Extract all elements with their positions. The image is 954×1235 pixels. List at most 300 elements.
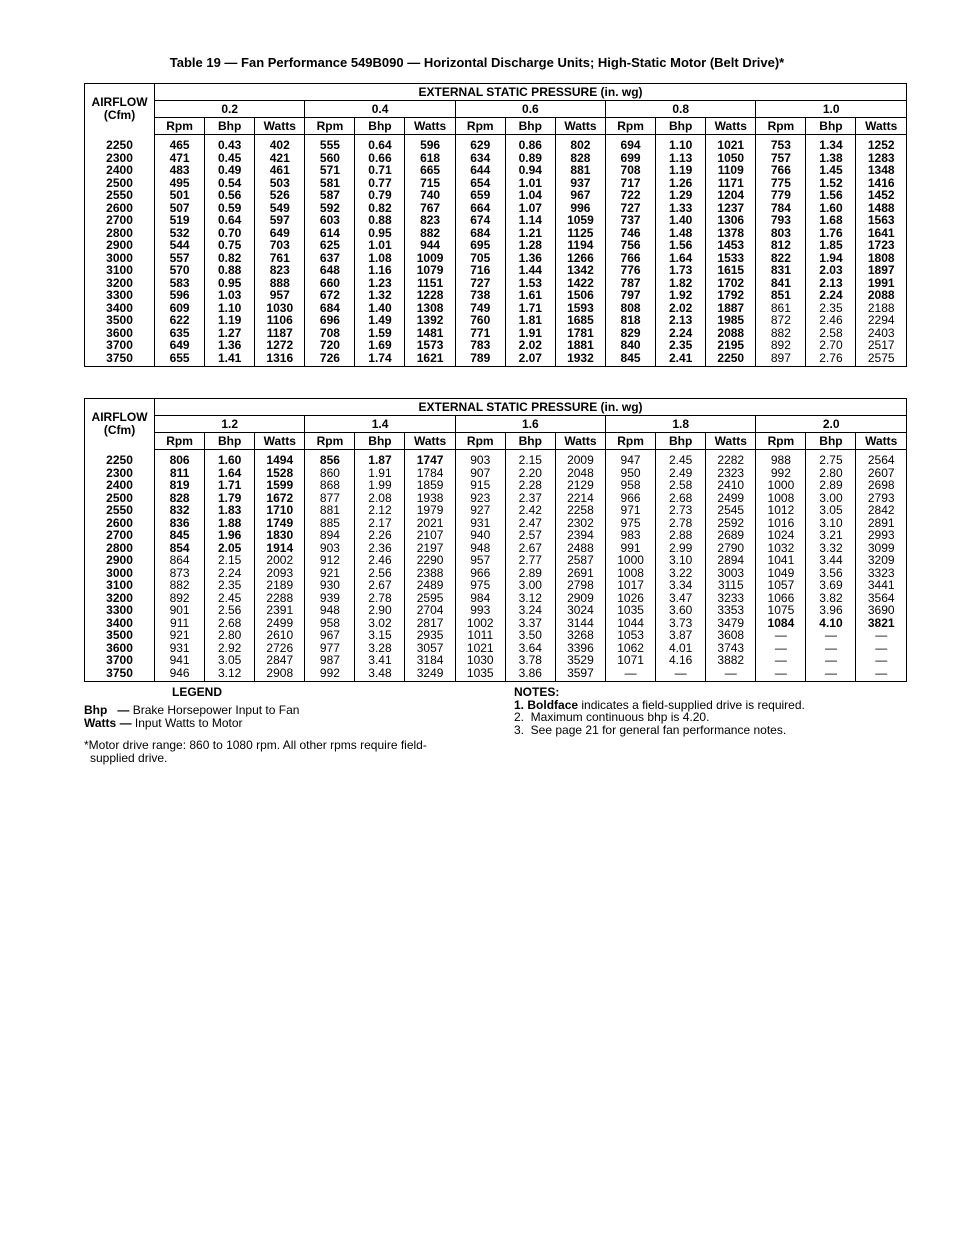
table-cell: 684: [455, 227, 505, 240]
table-cell: 622: [155, 314, 205, 327]
table-cell: 655: [155, 352, 205, 367]
column-header-rpm: Rpm: [756, 118, 806, 135]
table-row: [85, 479, 907, 492]
table-cell: 944: [405, 239, 455, 252]
table-cell: 771: [455, 327, 505, 340]
table-cell: 1.10: [205, 302, 255, 315]
table-cell: 1.91: [355, 467, 405, 480]
table-cell: 1016: [756, 517, 806, 530]
table-cell: 649: [255, 227, 305, 240]
table-cell: 3.00: [806, 492, 856, 505]
table-cell: 1.45: [806, 164, 856, 177]
table-cell: 3441: [867, 578, 895, 592]
table-cell: 1.85: [806, 239, 856, 252]
table-cell: 1.48: [656, 227, 706, 240]
table-cell: 2908: [255, 667, 305, 682]
table-cell: 2.49: [656, 467, 706, 480]
table-cell: 3.87: [656, 629, 706, 642]
column-header-rpm: Rpm: [455, 433, 505, 450]
table-cell: 1621: [405, 352, 455, 367]
table-cell: 2.15: [205, 554, 255, 567]
table-cell: 3184: [405, 654, 455, 667]
table-cell: 2290: [405, 554, 455, 567]
table-cell: 831: [756, 264, 806, 277]
table-cell: 2704: [405, 604, 455, 617]
table-cell: 1109: [706, 164, 756, 177]
table-cell: 2.67: [505, 542, 555, 555]
airflow-cell: 3200: [85, 277, 155, 290]
column-header-watts: Watts: [405, 118, 455, 135]
table-cell: 975: [606, 517, 656, 530]
table-cell: 2.46: [806, 314, 856, 327]
table-cell: 720: [305, 339, 355, 352]
table-cell: 3353: [706, 604, 756, 617]
table-cell: 2575: [867, 350, 895, 365]
pressure-header: 0.8: [606, 101, 756, 118]
table-cell: 2.02: [656, 302, 706, 315]
table-cell: 1035: [606, 604, 656, 617]
table-row: [85, 214, 907, 227]
table-row: [85, 529, 907, 542]
table-cell: 3690: [867, 603, 895, 617]
table-cell: 881: [555, 164, 605, 177]
table-cell: 1084: [756, 617, 806, 630]
table-cell: 738: [455, 289, 505, 302]
table-cell: 2499: [255, 617, 305, 630]
table-cell: 1.44: [505, 264, 555, 277]
table-cell: 3.28: [355, 642, 405, 655]
table-cell: 1017: [606, 579, 656, 592]
table-cell: 549: [255, 202, 305, 215]
table-row: [85, 554, 907, 567]
table-cell: 1.68: [806, 214, 856, 227]
table-cell: 471: [155, 152, 205, 165]
table-row: [85, 629, 907, 642]
table-cell: 2258: [555, 504, 605, 517]
pressure-header: 0.6: [455, 101, 605, 118]
pressure-header: 1.6: [455, 416, 605, 433]
table-cell: 1.23: [355, 277, 405, 290]
table-cell: 1062: [606, 642, 656, 655]
table-cell: 1041: [756, 554, 806, 567]
table-cell: 1.64: [656, 252, 706, 265]
table-cell: —: [606, 667, 656, 682]
table-cell: 583: [155, 277, 205, 290]
table-cell: 3268: [555, 629, 605, 642]
table-cell: 1615: [706, 264, 756, 277]
airflow-cell: 3300: [85, 604, 155, 617]
table-cell: 828: [555, 152, 605, 165]
table-cell: 3.69: [806, 579, 856, 592]
table-cell: 3.78: [505, 654, 555, 667]
table-cell: 2.58: [656, 479, 706, 492]
table-cell: 2009: [555, 450, 605, 467]
table-cell: 1059: [555, 214, 605, 227]
table-cell: 596: [405, 135, 455, 152]
table-cell: 3.60: [656, 604, 706, 617]
table-cell: 2282: [706, 450, 756, 467]
table-cell: 854: [155, 542, 205, 555]
table-cell: 992: [305, 667, 355, 682]
motor-drive-footnote: [84, 739, 477, 765]
table-cell: 1.01: [505, 177, 555, 190]
table-cell: 861: [756, 302, 806, 315]
table-cell: 503: [255, 177, 305, 190]
airflow-cell: 3000: [85, 252, 155, 265]
table-cell: 544: [155, 239, 205, 252]
table-cell: 1593: [555, 302, 605, 315]
table-cell: 699: [606, 152, 656, 165]
table-cell: 1049: [756, 567, 806, 580]
table-cell: 2250: [706, 352, 756, 367]
table-cell: 1021: [706, 135, 756, 152]
table-cell: 2691: [555, 567, 605, 580]
table-cell: 2.35: [806, 302, 856, 315]
table-cell: 1.16: [355, 264, 405, 277]
table-cell: 1.19: [205, 314, 255, 327]
table-cell: 1044: [606, 617, 656, 630]
table-cell: 1672: [255, 492, 305, 505]
table-row: [85, 339, 907, 352]
table-cell: 971: [606, 504, 656, 517]
table-cell: 2909: [555, 592, 605, 605]
table-cell: 2793: [867, 490, 895, 505]
table-cell: 1573: [405, 339, 455, 352]
table-cell: 495: [155, 177, 205, 190]
table-cell: 931: [455, 517, 505, 530]
table-cell: 625: [305, 239, 355, 252]
table-cell: 1.32: [355, 289, 405, 302]
table-cell: 966: [606, 492, 656, 505]
table-cell: 3479: [706, 617, 756, 630]
table-cell: 1859: [405, 479, 455, 492]
table-cell: 946: [155, 667, 205, 682]
table-cell: 2607: [867, 465, 895, 480]
table-cell: 1.19: [656, 164, 706, 177]
table-cell: 4.01: [656, 642, 706, 655]
table-cell: 2726: [255, 642, 305, 655]
airflow-cell: 2800: [85, 542, 155, 555]
table-cell: 1.21: [505, 227, 555, 240]
airflow-cell: 2500: [85, 492, 155, 505]
table-cell: 2294: [867, 313, 895, 327]
table-cell: 823: [255, 264, 305, 277]
table-cell: 1008: [756, 492, 806, 505]
fan-performance-table-low-pressure: [84, 83, 907, 367]
table-cell: 975: [455, 579, 505, 592]
table-cell: 571: [305, 164, 355, 177]
table-cell: 1.38: [806, 152, 856, 165]
table-cell: 0.86: [505, 135, 555, 152]
table-cell: 2.35: [656, 339, 706, 352]
table-cell: 793: [756, 214, 806, 227]
airflow-cell: 3750: [85, 667, 155, 682]
table-cell: 1.14: [505, 214, 555, 227]
table-cell: 0.59: [205, 202, 255, 215]
table-cell: 1283: [867, 150, 895, 165]
airflow-label: AIRFLOW: [91, 410, 148, 425]
table-cell: 603: [305, 214, 355, 227]
table-cell: 2021: [405, 517, 455, 530]
table-cell: 1.10: [656, 135, 706, 152]
table-cell: 2.35: [205, 579, 255, 592]
table-cell: 1.26: [656, 177, 706, 190]
table-cell: 3.47: [656, 592, 706, 605]
table-cell: 939: [305, 592, 355, 605]
table-cell: 1.04: [505, 189, 555, 202]
table-cell: 0.95: [355, 227, 405, 240]
table-cell: 3.05: [205, 654, 255, 667]
table-cell: 648: [305, 264, 355, 277]
table-cell: 1237: [706, 202, 756, 215]
table-cell: 930: [305, 579, 355, 592]
table-cell: 2189: [255, 579, 305, 592]
table-cell: 1702: [706, 277, 756, 290]
table-cell: 864: [155, 554, 205, 567]
pressure-header: 1.8: [606, 416, 756, 433]
table-cell: 1792: [706, 289, 756, 302]
table-cell: 614: [305, 227, 355, 240]
table-cell: 3.96: [806, 604, 856, 617]
column-header-rpm: Rpm: [606, 118, 656, 135]
airflow-cell: 2800: [85, 227, 155, 240]
table-cell: 3.10: [656, 554, 706, 567]
table-cell: 911: [155, 617, 205, 630]
table-row: [85, 135, 907, 152]
table-cell: 832: [155, 504, 205, 517]
table-cell: —: [875, 665, 888, 680]
table-cell: 856: [305, 450, 355, 467]
table-cell: 3.50: [505, 629, 555, 642]
pressure-header: 1.0: [822, 102, 840, 116]
table-row: [85, 450, 907, 467]
table-cell: 984: [455, 592, 505, 605]
airflow-cell: 2900: [85, 239, 155, 252]
pressure-header: 1.2: [155, 416, 305, 433]
table-cell: 2790: [706, 542, 756, 555]
table-cell: 1979: [405, 504, 455, 517]
table-cell: 664: [455, 202, 505, 215]
table-cell: 1453: [706, 239, 756, 252]
table-cell: 1.56: [656, 239, 706, 252]
table-row: [85, 289, 907, 302]
table-cell: 1808: [867, 250, 895, 265]
table-cell: 1.99: [355, 479, 405, 492]
table-cell: 674: [455, 214, 505, 227]
table-cell: 1747: [405, 450, 455, 467]
table-cell: 1528: [255, 467, 305, 480]
table-cell: 1.73: [656, 264, 706, 277]
table-cell: 1.94: [806, 252, 856, 265]
table-cell: 1.81: [505, 314, 555, 327]
table-cell: 950: [606, 467, 656, 480]
table-cell: 2.24: [205, 567, 255, 580]
table-cell: 2.08: [355, 492, 405, 505]
table-cell: 1.91: [505, 327, 555, 340]
table-cell: 921: [155, 629, 205, 642]
table-cell: 3529: [555, 654, 605, 667]
table-cell: 0.79: [355, 189, 405, 202]
table-cell: 2894: [706, 554, 756, 567]
table-cell: 797: [606, 289, 656, 302]
table-cell: 1.53: [505, 277, 555, 290]
table-cell: 988: [756, 450, 806, 467]
table-cell: 1.79: [205, 492, 255, 505]
table-cell: 1342: [555, 264, 605, 277]
table-cell: 958: [606, 479, 656, 492]
note-3: 3. See page 21 for general fan performance notes.: [514, 722, 787, 737]
table-cell: 717: [606, 177, 656, 190]
table-cell: 873: [155, 567, 205, 580]
table-cell: 1035: [455, 667, 505, 682]
table-cell: 903: [455, 450, 505, 467]
table-cell: 819: [155, 479, 205, 492]
table-cell: 783: [455, 339, 505, 352]
legend-dash: —: [117, 703, 130, 717]
table-cell: 557: [155, 252, 205, 265]
table-cell: 708: [606, 164, 656, 177]
table-cell: 1012: [756, 504, 806, 517]
table-cell: 2.99: [656, 542, 706, 555]
table-cell: 3882: [706, 654, 756, 667]
table-cell: 840: [606, 339, 656, 352]
airflow-cell: 2600: [85, 202, 155, 215]
table-cell: 3115: [706, 579, 756, 592]
airflow-cell: 2550: [85, 504, 155, 517]
pressure-header: 0.2: [155, 101, 305, 118]
table-cell: 1.49: [355, 314, 405, 327]
column-header-watts: Watts: [856, 118, 907, 135]
table-cell: 2.12: [355, 504, 405, 517]
table-cell: 507: [155, 202, 205, 215]
pressure-header: 1.4: [305, 416, 455, 433]
table-cell: 1030: [455, 654, 505, 667]
table-cell: 987: [305, 654, 355, 667]
airflow-cell: 2700: [85, 214, 155, 227]
table-cell: 1002: [455, 617, 505, 630]
table-cell: 2842: [867, 503, 895, 517]
table-cell: 993: [455, 604, 505, 617]
table-cell: 1053: [606, 629, 656, 642]
table-cell: —: [806, 667, 856, 682]
airflow-cell: 3600: [85, 327, 155, 340]
table-cell: 2564: [867, 453, 895, 467]
table-cell: 2.03: [806, 264, 856, 277]
table-cell: 1008: [606, 567, 656, 580]
table-cell: 767: [405, 202, 455, 215]
column-header-bhp: Bhp: [806, 433, 856, 450]
column-header-bhp: Bhp: [205, 118, 255, 135]
table-cell: 912: [305, 554, 355, 567]
table-cell: 789: [455, 352, 505, 367]
table-cell: 2.57: [505, 529, 555, 542]
table-cell: 659: [455, 189, 505, 202]
table-cell: 931: [155, 642, 205, 655]
table-cell: 2002: [255, 554, 305, 567]
airflow-cell: 2400: [85, 164, 155, 177]
table-cell: 3233: [706, 592, 756, 605]
column-header-watts: Watts: [856, 433, 907, 450]
table-cell: 784: [756, 202, 806, 215]
airflow-cell: 3500: [85, 314, 155, 327]
notes: [514, 686, 914, 736]
table-cell: 2107: [405, 529, 455, 542]
table-cell: 2.88: [656, 529, 706, 542]
table-cell: 2197: [405, 542, 455, 555]
table-cell: 1.40: [355, 302, 405, 315]
column-header-rpm: Rpm: [756, 433, 806, 450]
table-cell: 2.02: [505, 339, 555, 352]
table-cell: 2195: [706, 339, 756, 352]
table-cell: 708: [305, 327, 355, 340]
table-cell: 0.70: [205, 227, 255, 240]
table-cell: 654: [455, 177, 505, 190]
airflow-cell: 3100: [85, 264, 155, 277]
legend-item-watts: [84, 717, 484, 730]
table-cell: 1.60: [205, 450, 255, 467]
table-cell: —: [756, 629, 806, 642]
table-cell: 868: [305, 479, 355, 492]
legend-abbr: Bhp: [84, 703, 108, 717]
table-cell: 1308: [405, 302, 455, 315]
table-cell: 882: [756, 327, 806, 340]
table-cell: 592: [305, 202, 355, 215]
table-cell: 560: [305, 152, 355, 165]
table-cell: 0.54: [205, 177, 255, 190]
table-cell: 2.13: [806, 277, 856, 290]
table-cell: 957: [255, 289, 305, 302]
table-cell: 966: [455, 567, 505, 580]
table-cell: 2.92: [205, 642, 255, 655]
table-cell: 2.36: [355, 542, 405, 555]
table-cell: 1685: [555, 314, 605, 327]
column-header-rpm: Rpm: [155, 433, 205, 450]
table-cell: 1348: [867, 163, 895, 177]
table-cell: 1000: [606, 554, 656, 567]
table-cell: 1378: [706, 227, 756, 240]
table-cell: 1.28: [505, 239, 555, 252]
table-cell: 0.56: [205, 189, 255, 202]
legend-text: Brake Horsepower Input to Fan: [132, 703, 300, 717]
table-cell: 3.24: [505, 604, 555, 617]
table-cell: 894: [305, 529, 355, 542]
table-cell: 2410: [706, 479, 756, 492]
table-cell: 1710: [255, 504, 305, 517]
table-cell: 2391: [255, 604, 305, 617]
table-cell: 1.96: [205, 529, 255, 542]
table-cell: 1723: [867, 238, 895, 252]
table-cell: 2.42: [505, 504, 555, 517]
table-cell: 2.77: [505, 554, 555, 567]
table-cell: 775: [756, 177, 806, 190]
table-cell: 1252: [867, 138, 895, 152]
table-cell: 3.56: [806, 567, 856, 580]
table-cell: 787: [606, 277, 656, 290]
table-cell: 812: [756, 239, 806, 252]
table-cell: 776: [606, 264, 656, 277]
table-cell: 0.45: [205, 152, 255, 165]
table-cell: 1.61: [505, 289, 555, 302]
table-cell: 1416: [867, 175, 895, 190]
table-row: [85, 314, 907, 327]
table-cell: 892: [756, 339, 806, 352]
table-cell: 2088: [706, 327, 756, 340]
table-cell: 2.24: [656, 327, 706, 340]
table-cell: 811: [155, 467, 205, 480]
table-cell: 1.07: [505, 202, 555, 215]
table-cell: 1781: [555, 327, 605, 340]
airflow-cell: 2550: [85, 189, 155, 202]
